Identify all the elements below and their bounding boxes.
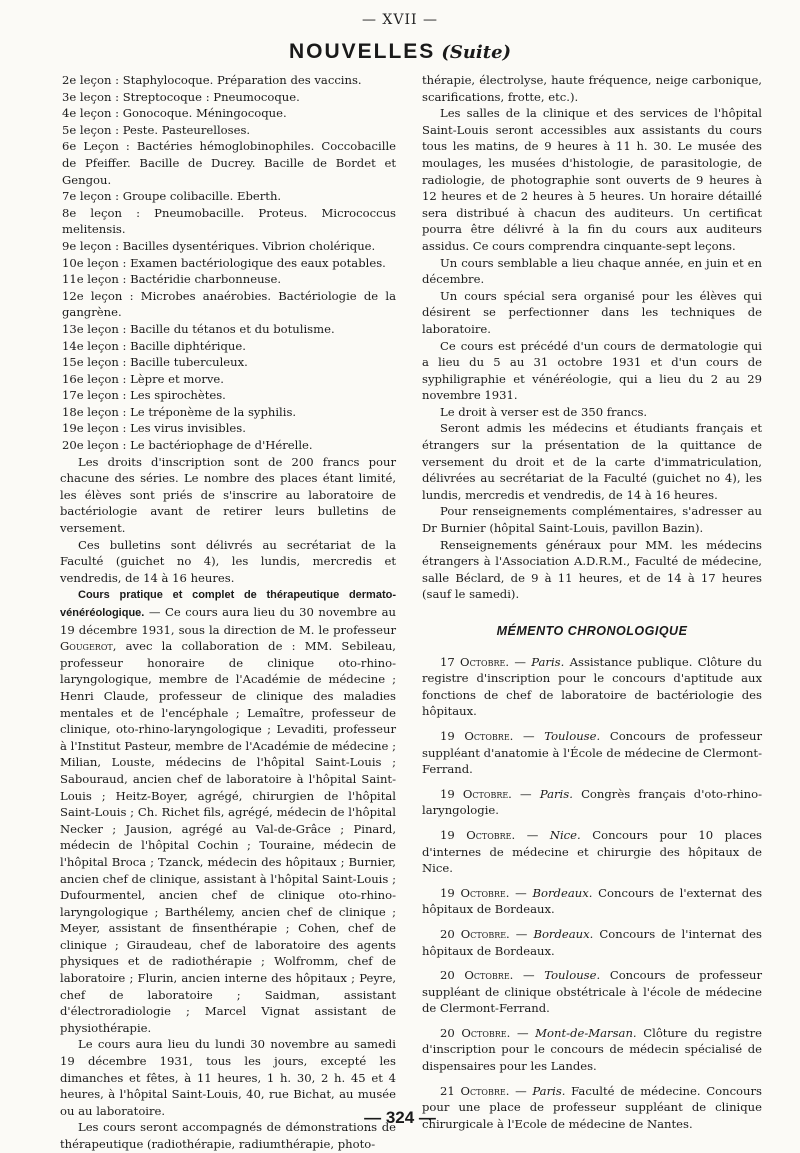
memento-text: Clôture du registre d'inscription pour le concours de médecin spécialisé de dispensaires pour les Landes. (422, 1025, 762, 1074)
lecon-number: 6e Leçon : (62, 139, 130, 154)
cours-text-b: , avec la collaboration de : MM. Sebileau, professeur honoraire de clinique oto-rhino-laryngologique, membre de l'Académie de médecine ; Henri Claude, professeur de clinique des maladies mentales et de l'encéphale ; Lemaître, professeur de clinique, oto-rhino-laryngologique ; Levaditi, professeur à l'Institut Pasteur, membre de l'Académie de médecine ; Milian, Louste, médecins de l'hôpital Saint-Louis ; Sabouraud, ancien chef de laboratoire à l'hôpital Saint-Louis ; Heitz-Boyer, agrégé, chirurgien de l'hôpital Saint-Louis ; Ch. Richet fils, agrégé, médecin de l'hôpital Necker ; Jausion, agrégé au Val-de-Grâce ; Pinard, médecin de l'hôpital Cochin ; Touraine, médecin de l'hôpital Broca ; Tzanck, médecin des hôpitaux ; Burnier, ancien chef de clinique, assistant à l'hôpital Saint-Louis ; Dufourmentel, ancien chef de clinique oto-rhino-laryngologique ; Barthélemy, ancien chef de clinique ; Meyer, assistant de finsenthérapie ; Cohen, chef de clinique ; Giraudeau, chef de laboratoire des agents physiques et de radiothérapie ; Wolfromm, chef de laboratoire ; Flurin, ancien interne des hôpitaux ; Peyre, chef de laboratoire ; Saidman, assistant d'électroradiologie ; Marcel Vignat assistant de physiothérapie. (60, 639, 396, 1035)
memento-entry: 21 Octobre. — Paris. Faculté de médecine. Concours pour une place de professeur suppléant de clinique chirurgicale à l'Ecole de médecine de Nantes. (422, 1083, 762, 1131)
lecon-item (60, 271, 396, 288)
lecon-item (60, 404, 396, 421)
section-title-suite: (Suite) (441, 42, 512, 63)
lecon-item (60, 89, 396, 106)
memento-place: Nice. (549, 827, 581, 842)
memento-entry: 19 Octobre. — Paris. Congrès français d'oto-rhino-laryngologie. (422, 786, 762, 818)
memento-text: Assistance publique. Clôture du registre d'inscription pour le concours d'aptitude aux fonctions de chef de laboratoire de bactériologie des hôpitaux. (422, 654, 763, 719)
lecon-number: 16e leçon : (62, 371, 127, 386)
paragraph-admis: Seront admis les médecins et étudiants français et étrangers sur la présentation de la quittance de versement du droit et de la carte d'immatriculation, délivrées au secrétariat de la Faculté (guichet no 4), les lundis, mercredis et vendredis, de 14 à 16 heures. (422, 421, 762, 502)
lecon-number: 15e leçon : (62, 355, 127, 370)
lecon-number: 18e leçon : (62, 404, 127, 419)
lecon-title: Bacille tuberculeux. (130, 355, 248, 370)
lecon-number: 5e leçon : (62, 122, 120, 137)
memento-entry: 20 Octobre. — Mont-de-Marsan. Clôture du registre d'inscription pour le concours de médecin spécialisé de dispensaires pour les Landes. (422, 1025, 762, 1074)
memento-place: Bordeaux. (533, 926, 594, 941)
lecon-item (60, 437, 396, 454)
lecon-item (60, 188, 396, 205)
lecon-title: Microbes anaérobies. Bactériologie de la gangrène. (62, 288, 396, 320)
lecon-title: Bactéridie charbonneuse. (130, 272, 282, 287)
lecon-item (60, 238, 396, 255)
lecon-item (60, 354, 396, 371)
memento-text: Congrès français d'oto-rhino-laryngologie. (422, 786, 762, 818)
lecon-number: 3e leçon : (62, 89, 120, 104)
memento-entry: 20 Octobre. — Toulouse. Concours de professeur suppléant de clinique obstétricale à l'école de médecine de Clermont-Ferrand. (422, 968, 763, 1016)
paragraph-salles: Les salles de la clinique et des services de l'hôpital Saint-Louis seront accessibles aux assistants du cours tous les matins, de 9 heures à 11 h. 30. Le musée des moulages, les musées d'histologie, de parasitologie, de radiologie, de photographie sont ouverts de 9 heures à 12 heures et de 2 heures à 5 heures. Un horaire détaillé sera distribué à chacun des auditeurs. Un certificat pourra être délivré à la fin du cours aux auditeurs assidus. Ce cours comprendra cinquante-sept leçons. (422, 106, 762, 253)
memento-list (422, 654, 762, 1133)
right-column (422, 72, 762, 1140)
page-number: — 324 — (364, 1108, 436, 1127)
lecon-item (60, 105, 396, 122)
lecon-number: 8e leçon : (62, 205, 140, 220)
lecon-number: 9e leçon : (62, 238, 120, 253)
memento-date: 17 Octobre. (440, 654, 510, 669)
lecon-title: Le bactériophage de d'Hérelle. (130, 438, 313, 453)
lecon-title: Pneumobacille. Proteus. Micrococcus melitensis. (62, 205, 396, 237)
memento-date: 19 Octobre. (440, 827, 516, 842)
memento-date: 20 Octobre. (440, 926, 510, 941)
lecon-list (60, 72, 396, 454)
memento-place: Bordeaux. (532, 885, 593, 900)
memento-place: Paris. (539, 786, 573, 801)
lecon-title: Les virus invisibles. (130, 421, 246, 436)
lecon-number: 2e leçon : (62, 73, 120, 87)
memento-place: Paris. (532, 1083, 566, 1098)
memento-text: Concours de l'externat des hôpitaux de Bordeaux. (422, 885, 763, 917)
memento-text: Concours de l'internat des hôpitaux de Bordeaux. (422, 926, 762, 958)
paragraph-cours-special: Un cours spécial sera organisé pour les élèves qui désirent se perfectionner dans les techniques de laboratoire. (422, 288, 762, 336)
memento-entry: 20 Octobre. — Bordeaux. Concours de l'internat des hôpitaux de Bordeaux. (422, 926, 762, 958)
memento-place: Toulouse. (544, 728, 601, 743)
lecon-item (60, 288, 396, 321)
lecon-title: Examen bactériologique des eaux potables. (130, 255, 386, 270)
lecon-item (60, 371, 396, 388)
memento-heading: MÉMENTO CHRONOLOGIQUE (496, 624, 688, 638)
lecon-title: Bacille diphtérique. (130, 338, 246, 353)
paragraph-cours-lieu: Le cours aura lieu du lundi 30 novembre au samedi 19 décembre 1931, tous les jours, excepté les dimanches et fêtes, à 11 heures, 1 h. 30, 2 h. 45 et 4 heures, à l'hôpital Saint-Louis, 40, rue Bichat, au musée ou au laboratoire. (60, 1037, 396, 1118)
paragraph-renseignements: Pour renseignements complémentaires, s'adresser au Dr Burnier (hôpital Saint-Louis, pavillon Bazin). (422, 504, 762, 536)
memento-date: 20 Octobre. (440, 1025, 511, 1040)
lecon-title: Peste. Pasteurelloses. (122, 122, 251, 137)
memento-date: 19 Octobre. (440, 885, 510, 900)
memento-text: Concours de professeur suppléant d'anatomie à l'École de médecine de Clermont-Ferrand. (422, 728, 763, 777)
lecon-number: 14e leçon : (62, 338, 127, 353)
paragraph-renseignements-generaux: Renseignements généraux pour MM. les médecins étrangers à l'Association A.D.R.M., Faculté de médecine, salle Béclard, de 9 à 11 heures, et de 14 à 17 heures (sauf le samedi). (422, 537, 762, 602)
lecon-item (60, 255, 396, 272)
memento-date: 19 Octobre. (440, 728, 514, 743)
lecon-number: 11e leçon : (62, 272, 127, 287)
lecon-number: 13e leçon : (62, 321, 127, 336)
cours-text-a: — Ce cours aura lieu du 30 novembre au 19 décembre 1931, sous la direction de M. le professeur (60, 605, 396, 637)
paragraph-cours-pratique (60, 586, 396, 1036)
memento-place: Toulouse. (544, 968, 601, 983)
lecon-title: Les spirochètes. (130, 388, 226, 403)
lecon-item (60, 138, 396, 188)
paragraph-cours-semblable: Un cours semblable a lieu chaque année, en juin et en décembre. (422, 255, 762, 287)
left-column (60, 72, 396, 1153)
lecon-number: 19e leçon : (62, 421, 127, 436)
memento-date: 20 Octobre. (440, 968, 514, 983)
lecon-item (60, 122, 396, 139)
section-title (0, 40, 800, 64)
lecon-title: Groupe colibacille. Eberth. (122, 189, 282, 204)
lecon-title: Lèpre et morve. (130, 371, 224, 386)
lecon-title: Gonocoque. Méningocoque. (122, 106, 287, 121)
memento-place: Mont-de-Marsan. (535, 1025, 637, 1040)
lecon-number: 10e leçon : (62, 255, 127, 270)
memento-text: Concours de professeur suppléant de clinique obstétricale à l'école de médecine de Clermont-Ferrand. (422, 968, 763, 1016)
memento-date: 21 Octobre. (440, 1083, 510, 1098)
lecon-title: Streptocoque : Pneumocoque. (122, 89, 300, 104)
section-title-text: NOUVELLES (288, 40, 436, 63)
lecon-item (60, 72, 396, 89)
memento-entry: 17 Octobre. — Paris. Assistance publique. Clôture du registre d'inscription pour le concours d'aptitude aux fonctions de chef de laboratoire de bactériologie des hôpitaux. (422, 654, 763, 719)
memento-entry: 19 Octobre. — Bordeaux. Concours de l'externat des hôpitaux de Bordeaux. (422, 885, 763, 917)
lecon-title: Le tréponème de la syphilis. (130, 404, 297, 419)
page-roman-numeral: — XVII — (361, 12, 439, 28)
paragraph-precede: Ce cours est précédé d'un cours de dermatologie qui a lieu du 5 au 31 octobre 1931 et d'un cours de syphiligraphie et vénéréologie, qui a lieu du 2 au 29 novembre 1931. (422, 338, 762, 403)
memento-entry: 19 Octobre. — Toulouse. Concours de professeur suppléant d'anatomie à l'École de médecine de Clermont-Ferrand. (422, 728, 763, 777)
paragraph-droit-verser: Le droit à verser est de 350 francs. (440, 404, 648, 419)
memento-entry: 19 Octobre. — Nice. Concours pour 10 places d'internes de médecine et chirurgie des hôpitaux de Nice. (422, 827, 762, 876)
paragraph-demonstrations: Les cours seront accompagnés de démonstrations de thérapeutique (radiothérapie, radiumthérapie, photo- (60, 1120, 396, 1151)
lecon-number: 4e leçon : (62, 106, 120, 121)
lecon-number: 12e leçon : (62, 288, 134, 303)
cours-heading: Cours pratique et complet de thérapeutique dermato-vénéréologique. (60, 589, 396, 619)
cours-professor: Gougerot (60, 639, 113, 654)
lecon-item (60, 338, 396, 355)
lecon-item (60, 387, 396, 404)
memento-place: Paris. (531, 654, 565, 669)
memento-date: 19 Octobre. (440, 786, 512, 801)
lecon-item (60, 420, 396, 437)
memento-text: Concours pour 10 places d'internes de médecine et chirurgie des hôpitaux de Nice. (422, 827, 762, 876)
lecon-title: Staphylocoque. Préparation des vaccins. (122, 73, 362, 87)
paragraph-droits-inscription: Les droits d'inscription sont de 200 francs pour chacune des séries. Le nombre des places étant limité, les élèves sont priés de s'inscrire au laboratoire de bactériologie avant de retirer leurs bulletins de versement. (60, 454, 396, 536)
lecon-title: Bacille du tétanos et du botulisme. (130, 321, 335, 336)
paragraph-continuation: thérapie, électrolyse, haute fréquence, neige carbonique, scarifications, frotte, etc.). (422, 73, 762, 104)
lecon-number: 17e leçon : (62, 388, 127, 403)
lecon-title: Bacilles dysentériques. Vibrion cholérique. (122, 238, 376, 253)
lecon-number: 7e leçon : (62, 189, 120, 204)
lecon-number: 20e leçon : (62, 438, 127, 453)
lecon-item (60, 321, 396, 338)
paragraph-bulletins: Ces bulletins sont délivrés au secrétariat de la Faculté (guichet no 4), les lundis, mercredis et vendredis, de 14 à 16 heures. (60, 537, 396, 585)
lecon-item (60, 205, 396, 238)
lecon-title: Bactéries hémoglobinophiles. Coccobacille de Pfeiffer. Bacille de Ducrey. Bacille de Bordet et Gengou. (62, 139, 397, 187)
memento-text: Faculté de médecine. Concours pour une place de professeur suppléant de clinique chirurgicale à l'Ecole de médecine de Nantes. (422, 1083, 762, 1131)
